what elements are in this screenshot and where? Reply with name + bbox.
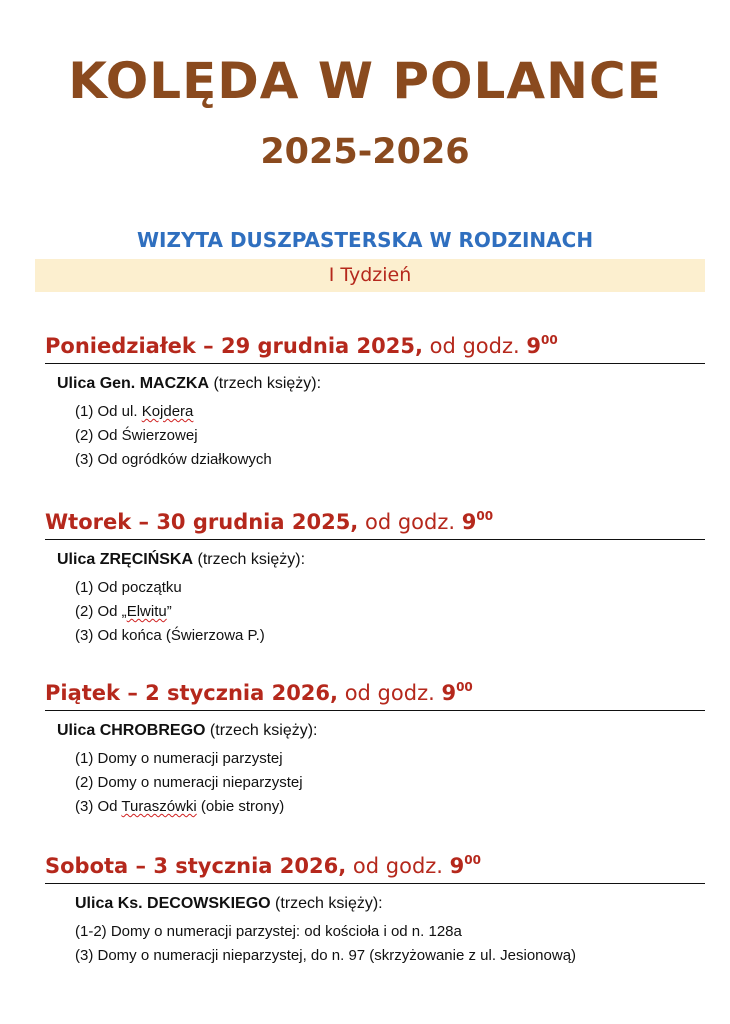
- time-prefix: od godz.: [344, 681, 435, 705]
- street-name: Ulica Ks. DECOWSKIEGO: [75, 895, 271, 912]
- list-item: (3) Od końca (Świerzowa P.): [75, 627, 265, 644]
- spellcheck-marked-word: Kojdera: [141, 403, 194, 420]
- day-section-monday: [45, 325, 705, 472]
- street-note: (trzech księży):: [209, 722, 318, 739]
- start-minutes: 00: [464, 853, 481, 867]
- street-note: (trzech księży):: [213, 375, 322, 392]
- day-heading: [45, 672, 705, 711]
- street-name: Ulica CHROBREGO: [57, 722, 206, 739]
- list-item: (2) Od „Elwitu”: [75, 603, 172, 620]
- visit-list: [75, 747, 705, 819]
- list-item: (3) Od ogródków działkowych: [75, 451, 272, 468]
- day-heading: [45, 845, 705, 884]
- day-date: Poniedziałek – 29 grudnia 2025,: [45, 334, 423, 358]
- week-banner: I Tydzień: [35, 259, 705, 292]
- list-item: (2) Domy o numeracji nieparzystej: [75, 774, 303, 791]
- day-date: Wtorek – 30 grudnia 2025,: [45, 510, 359, 534]
- visit-list: [75, 400, 705, 472]
- street-line: [57, 372, 705, 396]
- list-item: (1) Od początku: [75, 579, 182, 596]
- start-hour: 9: [449, 854, 465, 878]
- street-line: [75, 892, 705, 916]
- list-item: (2) Od Świerzowej: [75, 427, 198, 444]
- list-item: (1) Od ul. Kojdera: [75, 403, 194, 420]
- street-line: [57, 548, 705, 572]
- time-prefix: od godz.: [429, 334, 520, 358]
- list-item: (1-2) Domy o numeracji parzystej: od kościoła i od n. 128a: [75, 923, 462, 940]
- start-hour: 9: [441, 681, 457, 705]
- street-note: (trzech księży):: [275, 895, 383, 912]
- start-minutes: 00: [456, 680, 473, 694]
- day-heading: [45, 501, 705, 540]
- page-title: KOLĘDA W POLANCE: [68, 52, 662, 110]
- time-prefix: od godz.: [352, 854, 443, 878]
- street-line: [57, 719, 705, 743]
- visit-list: [75, 576, 705, 648]
- start-hour: 9: [461, 510, 477, 534]
- day-date: Piątek – 2 stycznia 2026,: [45, 681, 339, 705]
- list-item: (3) Od Turaszówki (obie strony): [75, 798, 285, 815]
- street-note: (trzech księży):: [197, 551, 306, 568]
- time-prefix: od godz.: [364, 510, 456, 534]
- visit-list: [75, 920, 705, 968]
- street-name: Ulica Gen. MACZKA: [57, 375, 210, 392]
- spellcheck-marked-word: Turaszówki: [121, 798, 197, 815]
- day-section-saturday: [45, 845, 705, 968]
- day-heading: [45, 325, 705, 364]
- day-section-friday: [45, 672, 705, 819]
- list-item: (1) Domy o numeracji parzystej: [75, 750, 283, 767]
- day-section-tuesday: [45, 501, 705, 648]
- spellcheck-marked-word: Elwitu: [126, 603, 167, 620]
- season-years: 2025-2026: [260, 132, 470, 172]
- subtitle: WIZYTA DUSZPASTERSKA W RODZINACH: [136, 228, 594, 252]
- day-date: Sobota – 3 stycznia 2026,: [45, 854, 347, 878]
- start-hour: 9: [526, 334, 541, 358]
- street-name: Ulica ZRĘCIŃSKA: [57, 551, 194, 568]
- start-minutes: 00: [476, 509, 494, 523]
- list-item: (3) Domy o numeracji nieparzystej, do n. 97 (skrzyżowanie z ul. Jesionową): [75, 947, 577, 964]
- start-minutes: 00: [540, 333, 558, 347]
